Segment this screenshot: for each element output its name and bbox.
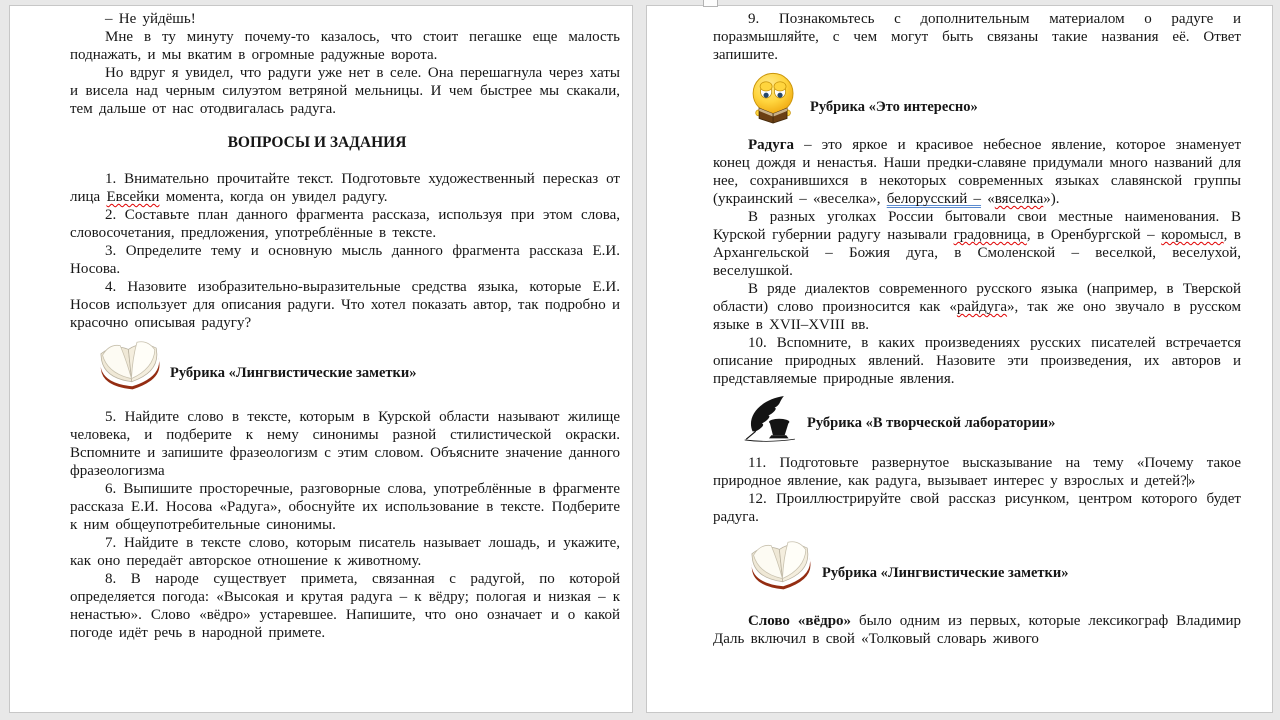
- rubric-label: Рубрика «Это интересно»: [810, 99, 978, 115]
- bold-lead-word: Радуга: [748, 137, 795, 153]
- paragraph-text: В разных уголках России бытовали свои местные наименования. В Курской губернии радугу называли: [713, 209, 1241, 243]
- page-left[interactable]: [9, 5, 633, 713]
- question-item-12: 12. Проиллюстрируйте свой рассказ рисунком, центром которого будет радуга.: [713, 491, 1241, 525]
- reading-smiley-icon: [748, 72, 800, 124]
- bold-lead-phrase: Слово «вёдро»: [748, 613, 852, 629]
- question-item-1: [70, 170, 620, 206]
- quill-inkwell-icon: [740, 392, 798, 444]
- page-right[interactable]: [646, 5, 1273, 713]
- question-item-8: 8. В народе существует примета, связанная с радугой, по которой определяется погода: «Высокая и крутая радуга – к вёдру; пологая и низкая – к ненастью». Слово «вёдро» устаревшее. Напишите, что оно означает и о какой погоде идёт речь в народной примете.: [70, 571, 620, 641]
- story-paragraph: – Не уйдёшь!: [105, 11, 196, 27]
- question-item-4: 4. Назовите изобразительно-выразительные средства языка, которые Е.И. Носов использует для описания радуги. Что хотел показать автор, так подробно и красочно описывая радугу?: [70, 279, 620, 331]
- question-item-6: 6. Выпишите просторечные, разговорные слова, употреблённые в фрагменте рассказа Е.И. Носова «Радуга», обоснуйте их использование в тексте. Подберите к ним общеупотребительные синонимы.: [70, 481, 620, 533]
- open-book-icon: [747, 532, 815, 596]
- rubric-label: Рубрика «В творческой лаборатории»: [807, 415, 1056, 431]
- paragraph-text: «: [981, 191, 995, 207]
- open-book-icon: [96, 336, 164, 392]
- story-paragraph: Мне в ту минуту почему-то казалось, что стоит пегашке еще малость поднажать, и мы вкатим в огромные радужные ворота.: [70, 29, 620, 63]
- rubric-linguistic-notes: [70, 336, 620, 392]
- rubric-label: Рубрика «Лингвистические заметки»: [822, 565, 1069, 581]
- question-text: 11. Подготовьте развернутое высказывание на тему «Почему такое природное явление, как радуга, вызывает интерес у взрослых и детей?: [713, 455, 1241, 489]
- question-text: 1. Внимательно прочитайте текст. Подготовьте художественный пересказ от лица: [70, 171, 620, 205]
- info-paragraph: [713, 208, 1241, 280]
- info-paragraph: [713, 280, 1241, 334]
- grammar-check-phrase: белорусский –: [886, 191, 982, 207]
- rubric-label: Рубрика «Лингвистические заметки»: [170, 365, 417, 381]
- rubric-creative-laboratory: [713, 392, 1241, 444]
- rubric-linguistic-notes: [713, 532, 1241, 596]
- spellcheck-word: Евсейки: [106, 189, 160, 205]
- paragraph-text: , в Архангельской – Божия дуга, в Смоленской – веселкой, веселухой, веселушкой.: [713, 227, 1241, 279]
- question-item-5: 5. Найдите слово в тексте, которым в Курской области называют жилище человека, и подберите к нему синонимы разной стилистической окраски. Вспомните и запишите фразеологизм с этим словом. Объясните значение данного фразеологизма: [70, 409, 620, 479]
- paragraph-text: »).: [1043, 191, 1060, 207]
- rubric-this-is-interesting: [713, 72, 1241, 124]
- question-item-3: 3. Определите тему и основную мысль данного фрагмента рассказа Е.И. Носова.: [70, 243, 620, 277]
- question-item-10: 10. Вспомните, в каких произведениях русских писателей встречается описание природных явлений. Назовите эти произведения, их авторов и представляемые природные явления.: [713, 335, 1241, 387]
- paragraph-text: было одним из первых, которые лексикограф Владимир Даль включил в свой «Толковый словарь живого: [713, 613, 1242, 647]
- spellcheck-word: коромысл: [1161, 227, 1224, 243]
- question-item-9: 9. Познакомьтесь с дополнительным материалом о радуге и поразмышляйте, с чем могут быть связаны такие названия её. Ответ запишите.: [713, 11, 1241, 63]
- spellcheck-word: градовница: [953, 227, 1027, 243]
- paragraph-text: В ряде диалектов современного русского языка (например, в Тверской области) слово произносится как «: [713, 281, 1241, 315]
- page-anchor-marker: [703, 0, 718, 7]
- info-paragraph: [713, 612, 1241, 648]
- question-item-2: 2. Составьте план данного фрагмента рассказа, используя при этом слова, словосочетания, предложения, употреблённые в тексте.: [70, 207, 620, 241]
- question-item-11: [713, 454, 1241, 490]
- spellcheck-word: райдуга: [956, 299, 1008, 315]
- question-text: »: [1187, 473, 1196, 489]
- story-paragraph: Но вдруг я увидел, что радуги уже нет в селе. Она перешагнула через хаты и висела над черным силуэтом ветряной мельницы. И чем быстрее мы скакали, тем дальше от нас отодвигалась радуга.: [70, 65, 620, 117]
- paragraph-text: , в Оренбургской –: [1026, 227, 1162, 243]
- info-paragraph: [713, 136, 1241, 208]
- question-item-7: 7. Найдите в тексте слово, которым писатель называет лошадь, и укажите, как оно передаёт авторское отношение к животному.: [70, 535, 620, 569]
- spellcheck-word: вяселка: [994, 191, 1044, 207]
- paragraph-text: », так же оно звучало в русском языке в XVII–XVIII вв.: [713, 299, 1241, 333]
- paragraph-text: – это яркое и красивое небесное явление, которое знаменует конец дождя и ненастья. Наши предки-славяне придумали много названий для нее, сохранившихся в некоторых современных языках славянской группы (украинский – «веселка»,: [713, 137, 1241, 207]
- section-heading: ВОПРОСЫ И ЗАДАНИЯ: [227, 134, 407, 151]
- question-text: момента, когда он увидел радугу.: [159, 189, 388, 205]
